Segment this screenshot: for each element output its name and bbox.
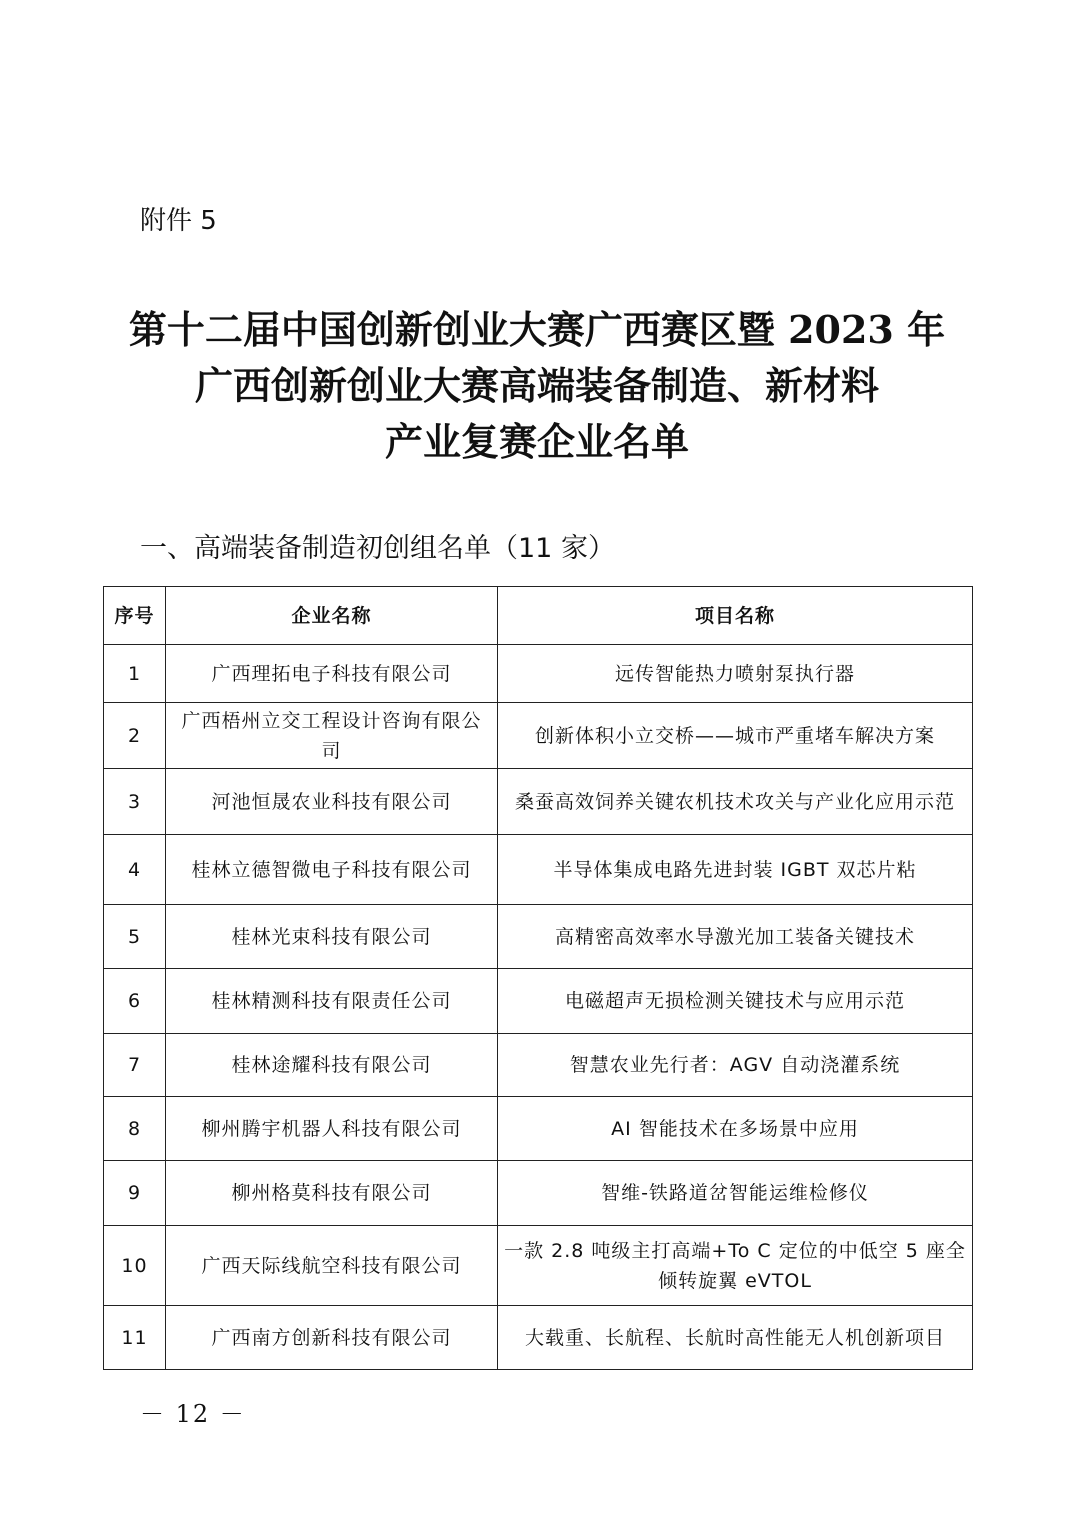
row-no: 5 xyxy=(104,905,166,969)
table-row xyxy=(104,645,973,703)
row-company: 河池恒晟农业科技有限公司 xyxy=(166,769,498,835)
row-project: 电磁超声无损检测关键技术与应用示范 xyxy=(498,969,973,1034)
table-row xyxy=(104,969,973,1034)
row-project: 智慧农业先行者：AGV 自动浇灌系统 xyxy=(498,1034,973,1097)
row-company: 桂林光束科技有限公司 xyxy=(166,905,498,969)
table-row xyxy=(104,1097,973,1161)
table-header-row xyxy=(104,587,973,645)
row-project: AI 智能技术在多场景中应用 xyxy=(498,1097,973,1161)
table-row xyxy=(104,1226,973,1306)
row-company: 桂林精测科技有限责任公司 xyxy=(166,969,498,1034)
row-no: 9 xyxy=(104,1161,166,1226)
row-company: 柳州腾宇机器人科技有限公司 xyxy=(166,1097,498,1161)
row-company: 桂林立德智微电子科技有限公司 xyxy=(166,835,498,905)
row-no: 11 xyxy=(104,1306,166,1370)
attachment-label: 附件 5 xyxy=(140,206,217,236)
company-roster-table xyxy=(103,586,973,1370)
row-company: 广西梧州立交工程设计咨询有限公司 xyxy=(166,703,498,769)
row-project: 智维-铁路道岔智能运维检修仪 xyxy=(498,1161,973,1226)
table-row xyxy=(104,905,973,969)
table-row xyxy=(104,835,973,905)
title-line-1: 第十二届中国创新创业大赛广西赛区暨 2023 年 xyxy=(128,307,946,352)
row-company: 广西天际线航空科技有限公司 xyxy=(166,1226,498,1306)
table-row xyxy=(104,1034,973,1097)
row-no: 4 xyxy=(104,835,166,905)
row-project: 大载重、长航程、长航时高性能无人机创新项目 xyxy=(498,1306,973,1370)
table-row xyxy=(104,1161,973,1226)
table-row xyxy=(104,1306,973,1370)
row-company: 广西南方创新科技有限公司 xyxy=(166,1306,498,1370)
row-no: 10 xyxy=(104,1226,166,1306)
title-line-3: 产业复赛企业名单 xyxy=(384,419,689,464)
row-project: 创新体积小立交桥——城市严重堵车解决方案 xyxy=(498,703,973,769)
document-title xyxy=(100,302,974,470)
row-no: 8 xyxy=(104,1097,166,1161)
row-project: 高精密高效率水导激光加工装备关键技术 xyxy=(498,905,973,969)
row-company: 广西理拓电子科技有限公司 xyxy=(166,645,498,703)
page-number: － 12 － xyxy=(140,1400,246,1428)
row-project: 半导体集成电路先进封装 IGBT 双芯片粘 xyxy=(498,835,973,905)
table-row xyxy=(104,703,973,769)
header-company: 企业名称 xyxy=(166,587,498,645)
row-project: 远传智能热力喷射泵执行器 xyxy=(498,645,973,703)
section-heading: 一、高端装备制造初创组名单（11 家） xyxy=(140,533,615,564)
row-no: 3 xyxy=(104,769,166,835)
row-no: 2 xyxy=(104,703,166,769)
header-no: 序号 xyxy=(104,587,166,645)
row-project: 一款 2.8 吨级主打高端+To C 定位的中低空 5 座全倾转旋翼 eVTOL xyxy=(498,1226,973,1306)
title-line-2: 广西创新创业大赛高端装备制造、新材料 xyxy=(194,363,879,408)
row-no: 7 xyxy=(104,1034,166,1097)
row-company: 柳州格莫科技有限公司 xyxy=(166,1161,498,1226)
row-no: 1 xyxy=(104,645,166,703)
row-project: 桑蚕高效饲养关键农机技术攻关与产业化应用示范 xyxy=(498,769,973,835)
header-project: 项目名称 xyxy=(498,587,973,645)
row-no: 6 xyxy=(104,969,166,1034)
table-row xyxy=(104,769,973,835)
row-company: 桂林途耀科技有限公司 xyxy=(166,1034,498,1097)
